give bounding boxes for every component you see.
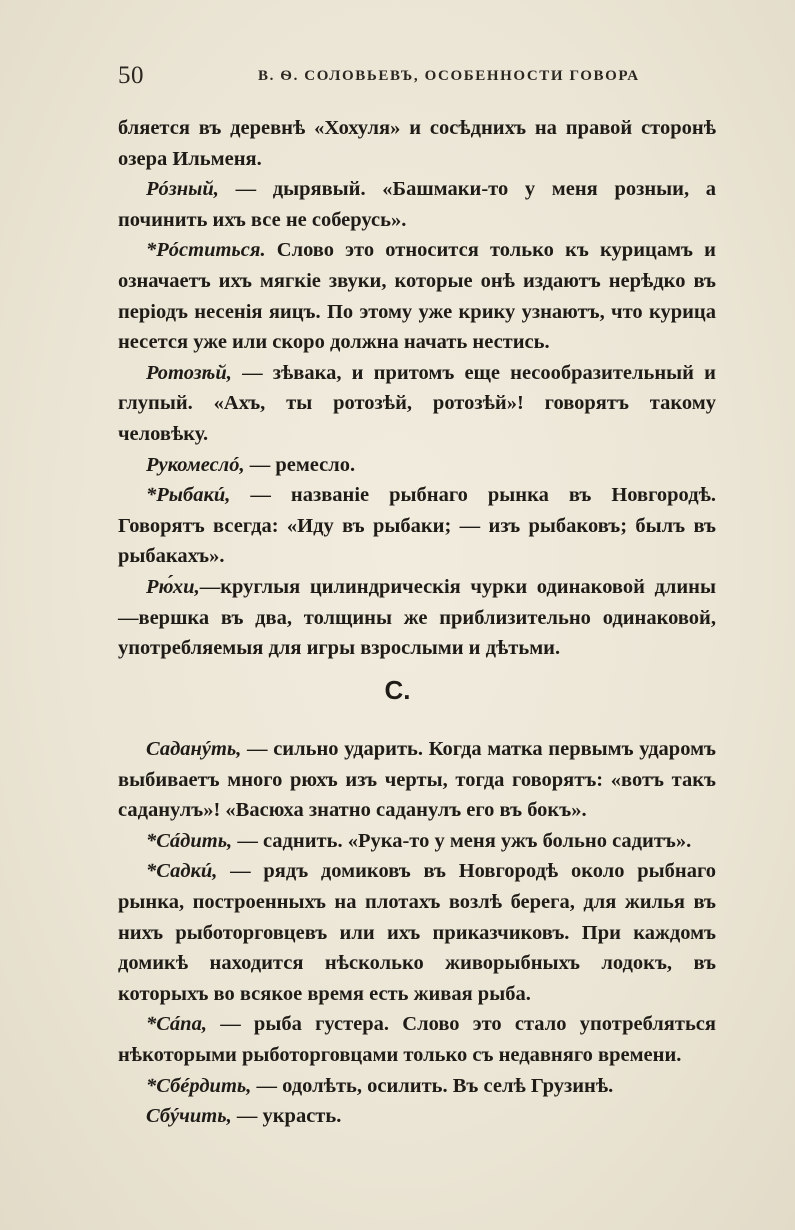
dictionary-entries-r <box>118 113 716 664</box>
entry-headword: *Сáпа, <box>146 1013 207 1036</box>
entry-definition: — рыба густера. Слово это стало употребляться нѣкоторыми рыботорговцами только съ недавняго времени. <box>118 1013 716 1066</box>
entry-definition: — одолѣть, осилить. Въ селѣ Грузинѣ. <box>251 1074 614 1097</box>
entry-headword: *Рыбакú, <box>146 484 231 507</box>
dictionary-entry <box>118 174 716 235</box>
entry-definition: — сильно ударить. Когда матка первымъ ударомъ выбиваетъ много рюхъ изъ черты, тогда говорятъ: «вотъ такъ саданулъ»! «Васюха знатно саданулъ его въ бокъ». <box>118 738 716 822</box>
dictionary-entry <box>118 1071 716 1102</box>
entry-headword: Рукомеслó, <box>146 453 245 476</box>
dictionary-entry <box>118 572 716 664</box>
dictionary-entry <box>118 235 716 357</box>
section-heading: С. <box>384 675 411 705</box>
page-number: 50 <box>118 62 144 89</box>
dictionary-entry <box>118 450 716 481</box>
entry-definition: — ремесло. <box>244 453 356 476</box>
dictionary-entry <box>118 1101 716 1132</box>
dictionary-entries-s <box>118 734 716 1132</box>
entry-definition: бляется въ деревнѣ «Хохуля» и сосѣднихъ на правой сторонѣ озера Ильменя. <box>118 117 716 170</box>
dictionary-entry <box>118 480 716 572</box>
dictionary-entry <box>118 358 716 450</box>
entry-definition: — рядъ домиковъ въ Новгородѣ около рыбнаго рынка, построенныхъ на плотахъ возлѣ берега, для жилья въ нихъ рыботорговцевъ или ихъ приказчиковъ. При каждомъ домикѣ находится нѣсколько живорыбныхъ лодокъ, въ которыхъ во всякое время есть живая рыба. <box>118 860 716 1005</box>
entry-headword: Сбýчить, <box>146 1105 232 1128</box>
entry-headword: Ротозѣй, <box>146 361 232 384</box>
entry-headword: *Сáдить, <box>146 829 233 852</box>
entry-definition: Слово это относится только къ курицамъ и означаетъ ихъ мягкіе звуки, которые онѣ издаютъ нерѣдко въ періодъ несенія яицъ. По этому уже крику узнаютъ, что курица несется уже или скоро должна начать нестись. <box>118 239 716 354</box>
dictionary-entry <box>118 113 716 174</box>
entry-definition: — саднить. «Рука-то у меня ужъ больно садитъ». <box>232 829 692 852</box>
entry-definition: — украсть. <box>231 1105 342 1128</box>
dictionary-entry <box>118 1009 716 1070</box>
entry-headword: *Рóститься. <box>146 239 266 262</box>
entry-headword: *Сбéрдить, <box>146 1074 252 1097</box>
dictionary-entry <box>118 734 716 826</box>
entry-headword: Саданýть, <box>146 738 242 760</box>
running-title: В. Ѳ. СОЛОВЬЕВЪ, ОСОБЕННОСТИ ГОВОРА <box>258 68 640 84</box>
entry-definition: — названіе рыбнаго рынка въ Новгородѣ. Говорятъ всегда: «Иду въ рыбаки; — изъ рыбаковъ; былъ въ рыбакахъ». <box>118 484 716 568</box>
entry-definition: — дырявый. «Башмаки-то у меня розныи, а починить ихъ все не соберусь». <box>118 178 716 231</box>
dictionary-entry <box>118 856 716 1009</box>
dictionary-entry <box>118 826 716 857</box>
running-head <box>118 62 718 92</box>
entry-definition: —круглыя цилиндрическія чурки одинаковой длины—вершка въ два, толщины же приблизительно одинаковой, употребляемыя для игры взрослыми и дѣтьми. <box>118 575 716 660</box>
entry-definition: — зѣвака, и притомъ еще несообразительный и глупый. «Ахъ, ты ротозѣй, ротозѣй»! говорятъ такому человѣку. <box>118 361 716 445</box>
entry-headword: *Садкú, <box>146 860 218 883</box>
entry-headword: Рю́хи, <box>146 575 200 598</box>
entry-headword: Рóзный, <box>146 178 219 201</box>
